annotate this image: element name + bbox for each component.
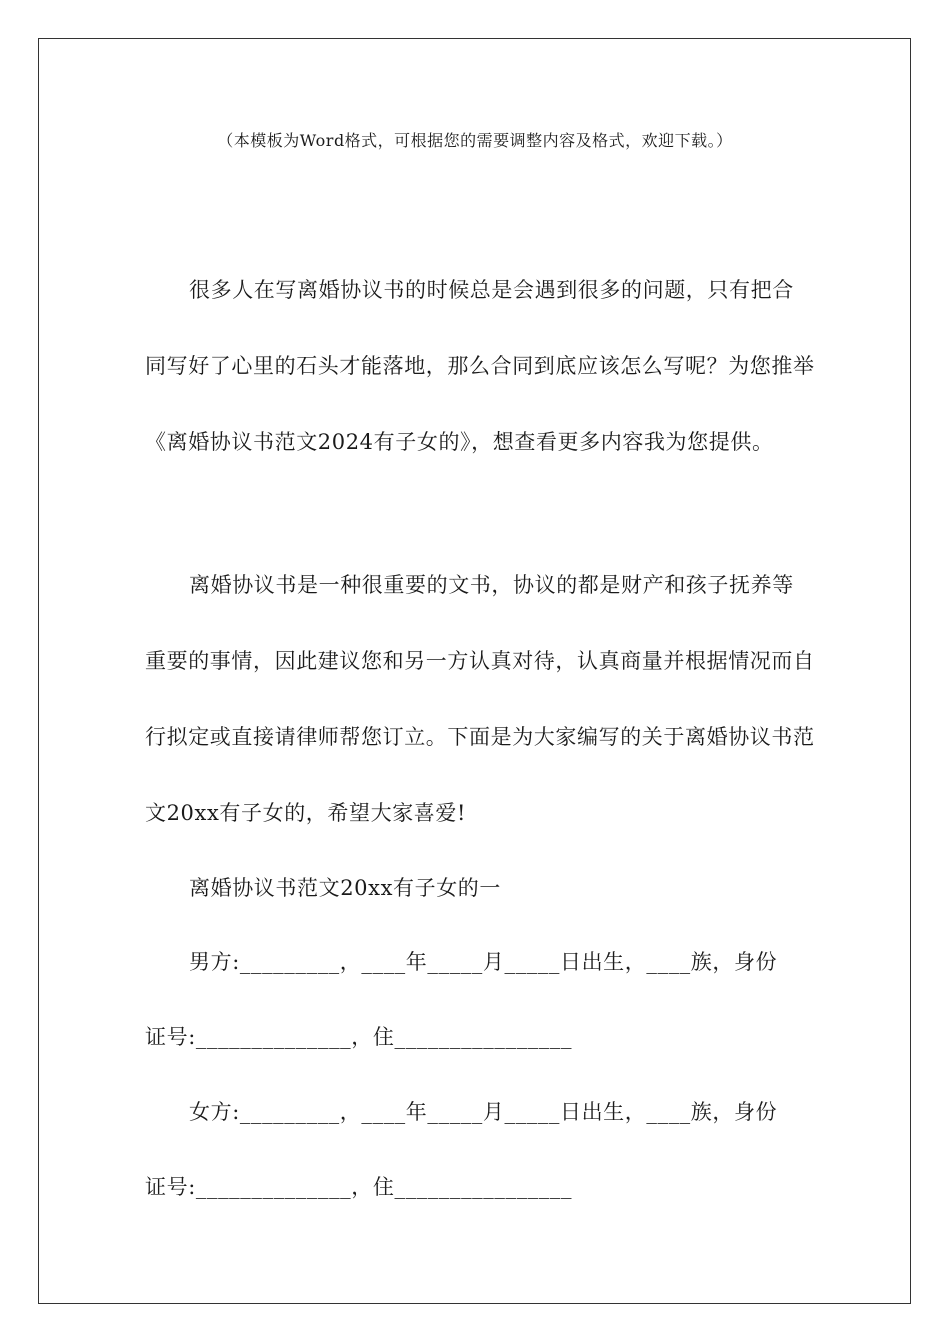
explanation-paragraph: 离婚协议书是一种很重要的文书，协议的都是财产和孩子抚养等重要的事情，因此建议您和另一方认真对待，认真商量并根据情况而自行拟定或直接请律师帮您订立。下面是为大家编写的关于离婚协议书范文20xx有子女的，希望大家喜爱! <box>145 573 815 825</box>
template-note: （本模板为Word格式，可根据您的需要调整内容及格式，欢迎下载。） <box>217 131 733 150</box>
female-party-line: 女方:_________，____年_____月_____日出生，____族，身份 <box>189 1100 778 1124</box>
male-id-line: 证号:______________，住________________ <box>145 1025 573 1049</box>
intro-paragraph: 很多人在写离婚协议书的时候总是会遇到很多的问题，只有把合同写好了心里的石头才能落地，那么合同到底应该怎么写呢？为您推举《离婚协议书范文2024有子女的》，想查看更多内容我为您提供。 <box>145 278 815 454</box>
female-id-line: 证号:______________，住________________ <box>145 1175 573 1199</box>
male-party-line: 男方:_________，____年_____月_____日出生，____族，身份 <box>189 950 778 974</box>
section-title: 离婚协议书范文20xx有子女的一 <box>189 876 502 900</box>
